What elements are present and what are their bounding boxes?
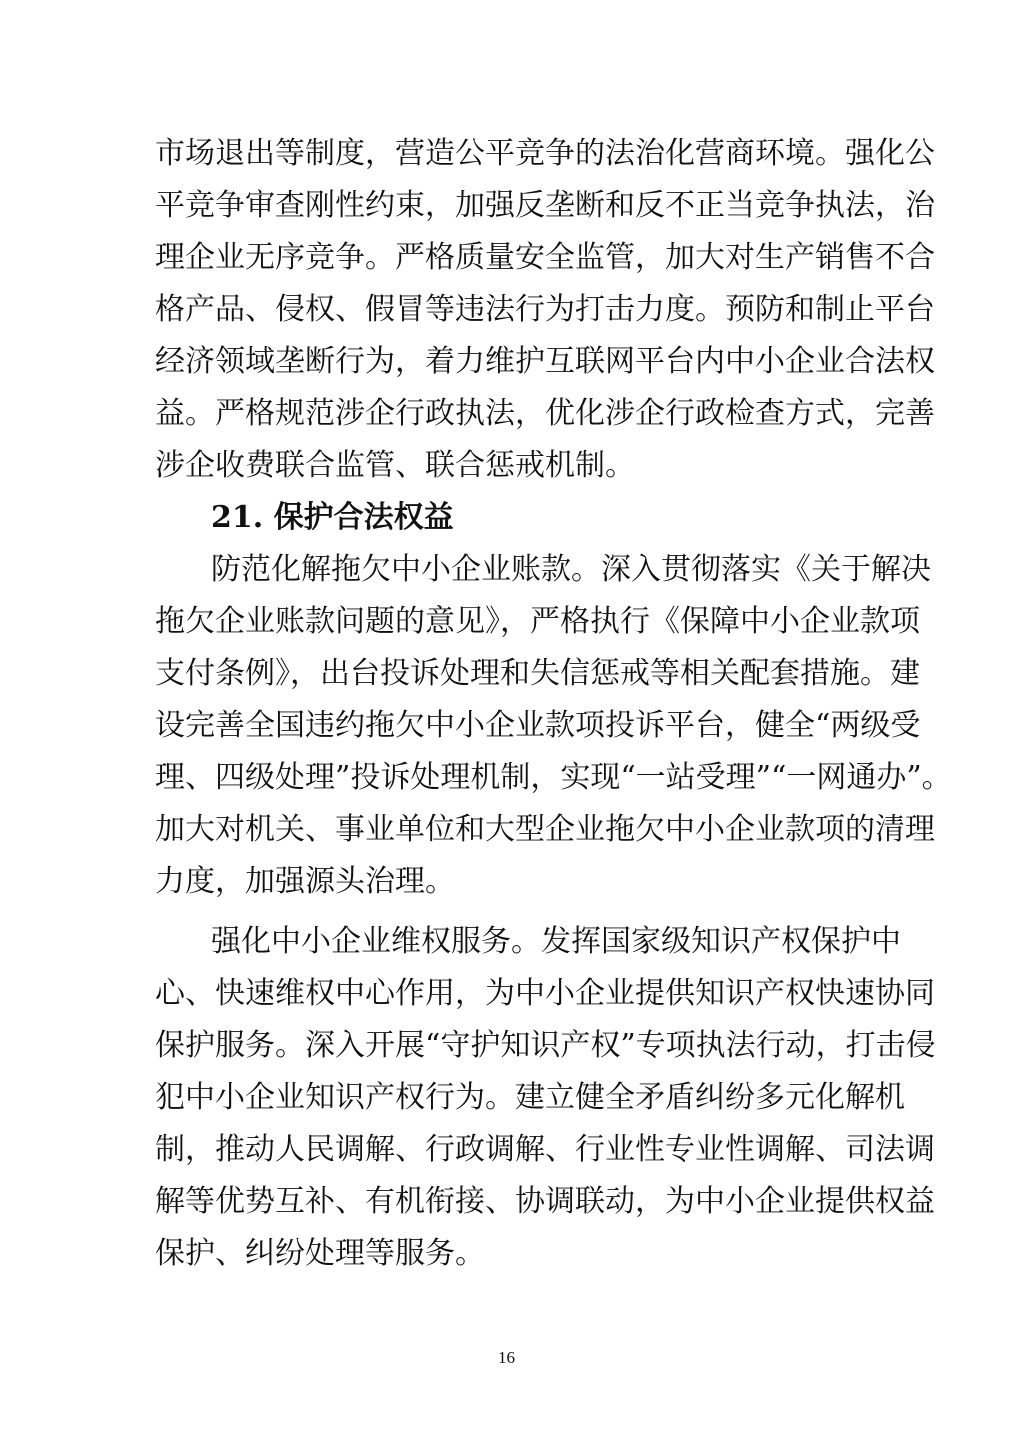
text-line: 犯中小企业知识产权行为。建立健全矛盾纠纷多元化解机 — [155, 1080, 905, 1115]
text-line: 益。严格规范涉企行政执法，优化涉企行政检查方式，完善 — [155, 396, 935, 431]
text-line: 理、四级处理”投诉处理机制，实现“一站受理”“一网通办”。 — [155, 760, 952, 795]
text-line: 理企业无序竞争。严格质量安全监管，加大对生产销售不合 — [155, 240, 935, 275]
text-line: 保护服务。深入开展“守护知识产权”专项执法行动，打击侵 — [155, 1028, 936, 1063]
text-line: 保护、纠纷处理等服务。 — [155, 1236, 485, 1271]
text-line: 心、快速维权中心作用，为中小企业提供知识产权快速协同 — [155, 976, 935, 1011]
text-line: 平竞争审查刚性约束，加强反垄断和反不正当竞争执法，治 — [155, 188, 935, 223]
text-line: 拖欠企业账款问题的意见》，严格执行《保障中小企业款项 — [155, 604, 920, 639]
text-line: 制，推动人民调解、行政调解、行业性专业性调解、司法调 — [155, 1132, 935, 1167]
text-line: 解等优势互补、有机衔接、协调联动，为中小企业提供权益 — [155, 1184, 935, 1219]
text-line: 市场退出等制度，营造公平竞争的法治化营商环境。强化公 — [155, 136, 935, 171]
text-line: 涉企收费联合监管、联合惩戒机制。 — [155, 448, 635, 483]
text-line: 设完善全国违约拖欠中小企业款项投诉平台，健全“两级受 — [155, 708, 921, 743]
text-line: 经济领域垄断行为，着力维护互联网平台内中小企业合法权 — [155, 344, 935, 379]
text-line: 防范化解拖欠中小企业账款。深入贯彻落实《关于解决 — [211, 552, 931, 587]
text-line: 支付条例》，出台投诉处理和失信惩戒等相关配套措施。建 — [155, 656, 920, 691]
text-line: 强化中小企业维权服务。发挥国家级知识产权保护中 — [211, 924, 901, 959]
text-line: 加大对机关、事业单位和大型企业拖欠中小企业款项的清理 — [155, 812, 935, 847]
page-number: 16 — [498, 1348, 515, 1367]
text-line: 力度，加强源头治理。 — [155, 864, 455, 899]
text-line: 格产品、侵权、假冒等违法行为打击力度。预防和制止平台 — [155, 292, 935, 327]
section-heading: 21. 保护合法权益 — [211, 500, 454, 535]
